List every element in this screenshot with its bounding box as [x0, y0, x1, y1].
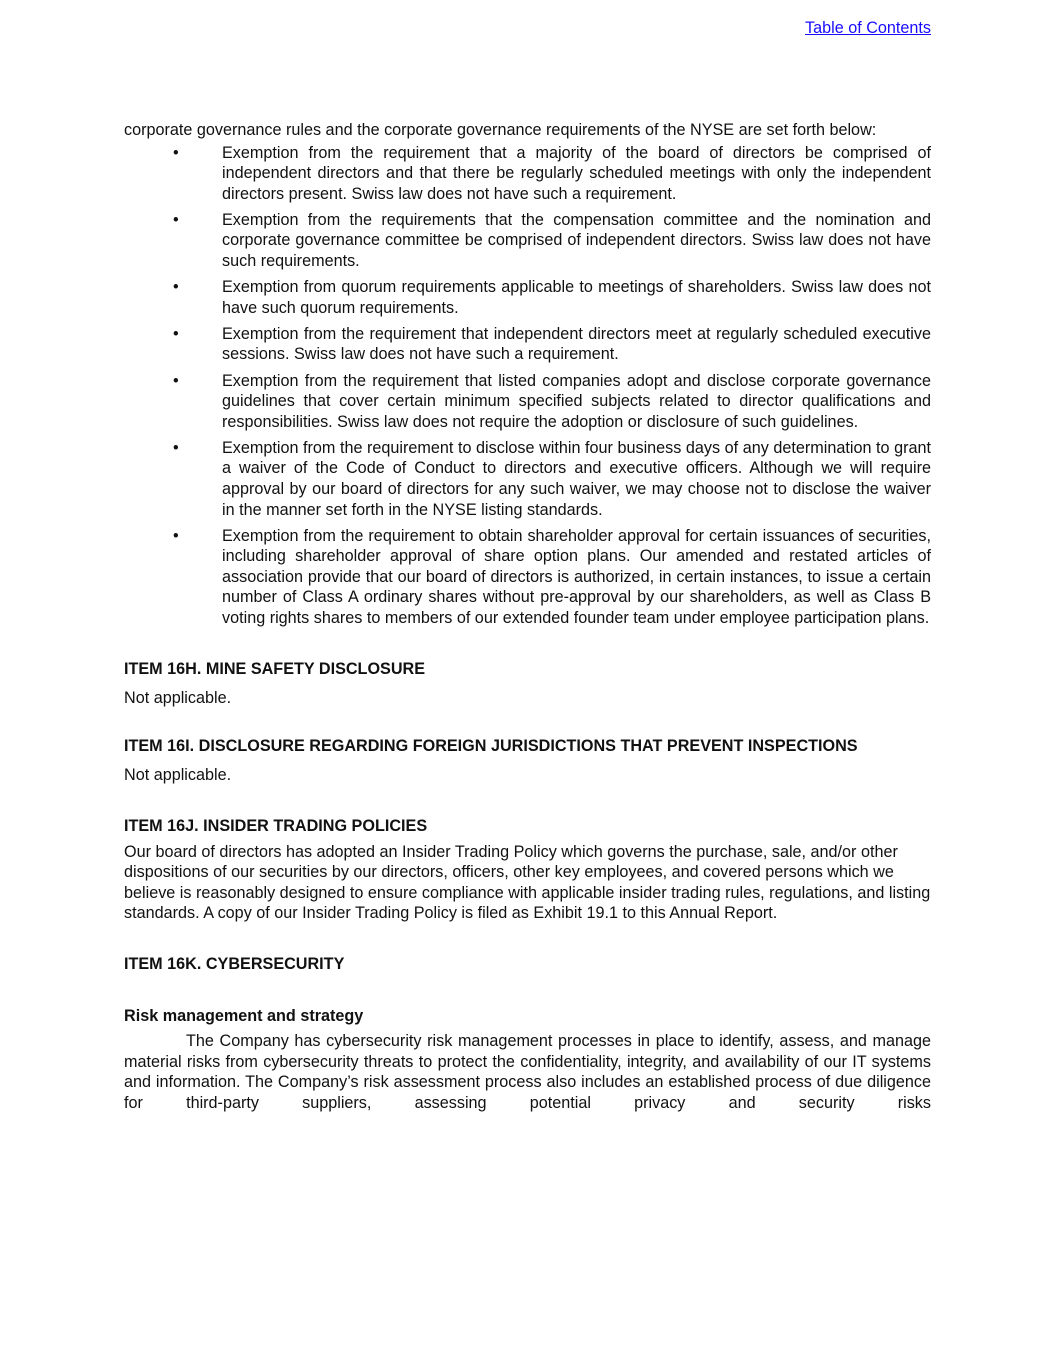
exemption-list	[124, 143, 931, 629]
list-item-text: Exemption from the requirements that the compensation committee and the nomination and corporate governance committee be comprised of independent directors. Swiss law does not have such requirements.	[222, 210, 931, 271]
list-item	[124, 526, 931, 629]
table-of-contents-link[interactable]: Table of Contents	[805, 19, 931, 37]
list-item-text: Exemption from the requirement that a majority of the board of directors be comprised of independent directors and that there be regularly scheduled meetings with only the independent directors present. Swiss law does not have such a requirement.	[222, 143, 931, 203]
bullet-icon: •	[173, 278, 179, 297]
list-item	[124, 143, 931, 205]
item-16k-text: The Company has cybersecurity risk management processes in place to identify, assess, and manage material risks from cybersecurity threats to protect the confidentiality, integrity, and availability of our IT systems and information. The Company’s risk assessment process also includes an established process of due diligence for third-party suppliers, assessing potential privacy and security risks	[124, 1032, 931, 1112]
list-item-text: Exemption from the requirement to disclose within four business days of any determination to grant a waiver of the Code of Conduct to directors and executive officers. Although we will require approval by our board of directors for any such waiver, we may choose not to disclose the waiver in the manner set forth in the NYSE listing standards.	[222, 438, 931, 519]
item-16k-heading: ITEM 16K. CYBERSECURITY	[124, 955, 345, 973]
bullet-icon: •	[173, 143, 179, 162]
item-16j-heading: ITEM 16J. INSIDER TRADING POLICIES	[124, 817, 428, 836]
list-item	[124, 277, 931, 318]
bullet-icon: •	[173, 324, 179, 343]
list-item-text: Exemption from the requirement that independent directors meet at regularly scheduled executive sessions. Swiss law does not have such a requirement.	[222, 324, 931, 364]
bullet-icon: •	[173, 371, 179, 390]
item-16h-text: Not applicable.	[124, 689, 232, 708]
list-item	[124, 438, 931, 520]
list-item-text: Exemption from the requirement to obtain shareholder approval for certain issuances of securities, including shareholder approval of share option plans. Our amended and restated articles of association provide that our board of directors is authorized, in certain instances, to issue a certain number of Class A ordinary shares without pre-approval by our shareholders, as well as Class B voting rights shares to members of our extended founder team under employee participation plans.	[222, 526, 931, 628]
risk-management-subheading: Risk management and strategy	[124, 1006, 364, 1025]
item-16h-heading: ITEM 16H. MINE SAFETY DISCLOSURE	[124, 659, 426, 678]
list-item	[124, 324, 931, 365]
bullet-icon: •	[173, 210, 179, 229]
document-body	[124, 120, 931, 1114]
item-16i-heading: ITEM 16I. DISCLOSURE REGARDING FOREIGN JURISDICTIONS THAT PREVENT INSPECTIONS	[124, 736, 858, 755]
intro-paragraph: corporate governance rules and the corporate governance requirements of the NYSE are set forth below:	[124, 121, 877, 139]
list-item	[124, 371, 931, 433]
item-16i-text: Not applicable.	[124, 766, 232, 785]
list-item-text: Exemption from quorum requirements applicable to meetings of shareholders. Swiss law does not have such quorum requirements.	[222, 278, 931, 317]
item-16j-text: Our board of directors has adopted an Insider Trading Policy which governs the purchase, sale, and/or other dispositions of our securities by our directors, officers, other key employees, and covered persons which we believe is reasonably designed to ensure compliance with applicable insider trading rules, regulations, and listing standards. A copy of our Insider Trading Policy is filed as Exhibit 19.1 to this Annual Report.	[124, 842, 931, 923]
bullet-icon: •	[173, 438, 179, 457]
list-item	[124, 210, 931, 272]
list-item-text: Exemption from the requirement that listed companies adopt and disclose corporate governance guidelines that cover certain minimum specified subjects related to director qualifications and responsibilities. Swiss law does not require the adoption or disclosure of such guidelines.	[222, 371, 931, 431]
bullet-icon: •	[173, 526, 179, 545]
